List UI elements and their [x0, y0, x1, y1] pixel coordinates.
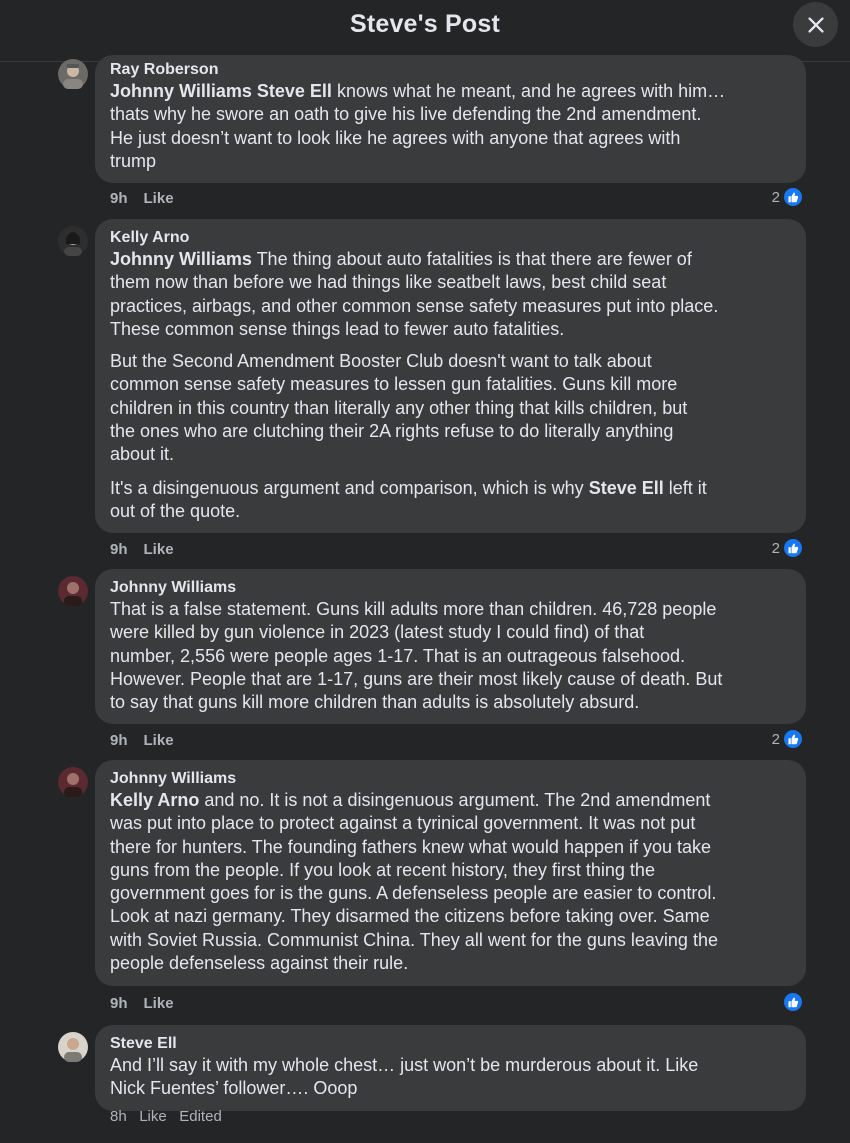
- thumbs-up-icon: [782, 991, 804, 1013]
- comment-bubble: [95, 219, 806, 533]
- mention-link[interactable]: Steve Ell: [588, 478, 664, 498]
- comment-author[interactable]: Johnny Williams: [110, 770, 237, 787]
- avatar[interactable]: [58, 576, 88, 606]
- comment-bubble: [95, 55, 806, 183]
- comment-author[interactable]: Johnny Williams: [110, 579, 237, 596]
- comment-time[interactable]: 9h: [110, 995, 128, 1012]
- like-button[interactable]: Like: [143, 732, 174, 749]
- comment-meta: [110, 995, 174, 1012]
- reaction-summary[interactable]: [772, 728, 804, 750]
- avatar[interactable]: [58, 226, 88, 256]
- comment-text: But the Second Amendment Booster Club doesn't want to talk about common sense safety measures to lessen gun fatalities. Guns kill more children in this country than literally any other thing that kills children, but the ones who are clutching their 2A rights refuse to do literally anything about it.: [110, 351, 688, 465]
- thumbs-up-icon: [782, 728, 804, 750]
- comment-time[interactable]: 9h: [110, 732, 128, 749]
- reaction-summary[interactable]: [772, 537, 804, 559]
- mention-link[interactable]: Steve Ell: [256, 81, 332, 101]
- close-icon: [805, 14, 827, 36]
- like-button[interactable]: Like: [139, 1108, 167, 1125]
- comment-text: And I’ll say it with my whole chest… just won’t be murderous about it. Like Nick Fuentes’ follower…. Ooop: [110, 1055, 699, 1099]
- mention-link[interactable]: Kelly Arno: [110, 790, 200, 810]
- comment-bubble: [95, 569, 806, 724]
- post-header: [0, 0, 850, 62]
- comment-time[interactable]: 9h: [110, 190, 128, 207]
- comment-text: It's a disingenuous argument and comparison, which is why Steve Ell left it out of the quote.: [110, 478, 707, 522]
- comment-meta: [110, 1108, 222, 1125]
- comment-time[interactable]: 8h: [110, 1108, 127, 1125]
- comment-time[interactable]: 9h: [110, 541, 128, 558]
- reaction-count: 2: [771, 188, 780, 206]
- comment-meta: [110, 190, 174, 207]
- like-button[interactable]: Like: [143, 541, 174, 558]
- comment-meta: [110, 541, 174, 558]
- comment-text: Kelly Arno and no. It is not a disingenuous argument. The 2nd amendment was put into place to protect against a tyrinical government. It was not put there for hunters. The founding fathers knew what would happen if you take guns from the people. If you look at recent history, they first thing the government goes for is the guns. A defenseless people are easier to control. Look at nazi germany. They disarmed the citizens before taking over. Same with Soviet Russia. Communist China. They all went for the guns leaving the people defenseless against their rule.: [110, 790, 718, 974]
- avatar[interactable]: [58, 59, 88, 89]
- comment-author[interactable]: Kelly Arno: [110, 229, 190, 246]
- comment-text: Johnny Williams Steve Ell knows what he meant, and he agrees with him… thats why he swore an oath to give his live defending the 2nd amendment. He just doesn’t want to look like he agrees with anyone that agrees with trump: [110, 81, 726, 171]
- comment-text: Johnny Williams The thing about auto fatalities is that there are fewer of them now than before we had things like seatbelt laws, best child seat practices, airbags, and other common sense safety measures put into place. These common sense things lead to fewer auto fatalities.: [110, 249, 719, 339]
- comment-author[interactable]: Ray Roberson: [110, 61, 219, 78]
- comment-text: That is a false statement. Guns kill adults more than children. 46,728 people were killed by gun violence in 2023 (latest study I could find) of that number, 2,556 were people ages 1-17. That is an outrageous falsehood. However. People that are 1-17, guns are their most likely cause of death. But to say that guns kill more children than adults is absolutely absurd.: [110, 599, 723, 713]
- page-title: Steve's Post: [349, 10, 501, 38]
- close-button[interactable]: [793, 2, 838, 47]
- reaction-count: 2: [771, 730, 780, 748]
- avatar[interactable]: [58, 1032, 88, 1062]
- mention-link[interactable]: Johnny Williams: [110, 249, 252, 269]
- edited-label: Edited: [179, 1108, 222, 1125]
- comment-author[interactable]: Steve Ell: [110, 1035, 177, 1052]
- mention-link[interactable]: Johnny Williams: [110, 81, 252, 101]
- thumbs-up-icon: [782, 186, 804, 208]
- reaction-count: 2: [771, 539, 780, 557]
- reaction-summary[interactable]: [780, 991, 804, 1013]
- reaction-summary[interactable]: [772, 186, 804, 208]
- thumbs-up-icon: [782, 537, 804, 559]
- like-button[interactable]: Like: [143, 190, 174, 207]
- avatar[interactable]: [58, 767, 88, 797]
- like-button[interactable]: Like: [143, 995, 174, 1012]
- comment-bubble: [95, 1025, 806, 1111]
- comment-meta: [110, 732, 174, 749]
- comment-bubble: [95, 760, 806, 986]
